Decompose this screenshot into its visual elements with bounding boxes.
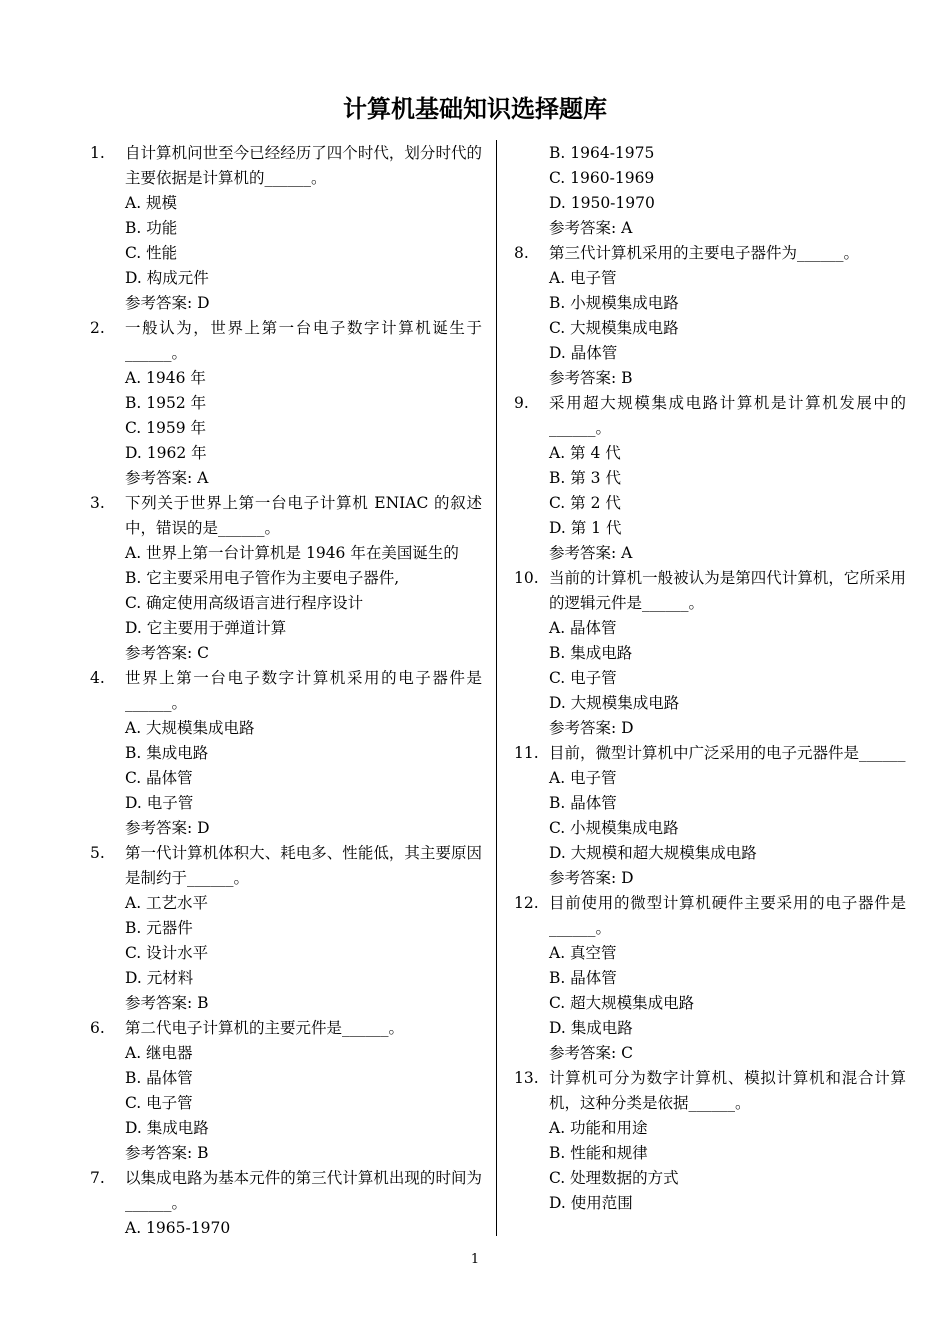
left-column: [90, 141, 482, 1241]
option-line: D. 构成元件: [125, 269, 209, 287]
option-line: C. 设计水平: [125, 944, 209, 962]
option-line: D. 晶体管: [549, 344, 618, 362]
option-line: B. 第 3 代: [549, 469, 621, 487]
answer-line: 参考答案: B: [549, 369, 633, 387]
option-line: D. 集成电路: [549, 1019, 633, 1037]
option-line: C. 晶体管: [125, 769, 193, 787]
question-text: 第二代电子计算机的主要元件是______。: [125, 1019, 405, 1037]
question-text: 目前使用的微型计算机硬件主要采用的电子器件是______。: [549, 894, 906, 937]
question-text: 第三代计算机采用的主要电子器件为______。: [549, 244, 860, 262]
option-line: D. 第 1 代: [549, 519, 622, 537]
option-line: B. 集成电路: [125, 744, 209, 762]
question-number: 7.: [90, 1169, 105, 1187]
question-number: 2.: [90, 319, 105, 337]
question: [514, 741, 906, 766]
option-line: D. 使用范围: [549, 1194, 633, 1212]
question-text: 采用超大规模集成电路计算机是计算机发展中的______。: [549, 394, 906, 437]
option-line: D. 电子管: [125, 794, 194, 812]
option-line: A. 第 4 代: [549, 444, 621, 462]
question: [90, 491, 482, 541]
question-number: 4.: [90, 669, 105, 687]
option-line: A. 大规模集成电路: [125, 719, 255, 737]
option-line: C. 电子管: [549, 669, 617, 687]
option-line: A. 电子管: [549, 269, 617, 287]
question: [90, 1166, 482, 1216]
question-text: 第一代计算机体积大、耗电多、性能低，其主要原因是制约于______。: [125, 844, 482, 887]
option-line: A. 世界上第一台计算机是 1946 年在美国诞生的: [125, 544, 459, 562]
option-line: C. 小规模集成电路: [549, 819, 679, 837]
question: [90, 1016, 482, 1041]
option-line: B. 元器件: [125, 919, 193, 937]
question-text: 下列关于世界上第一台电子计算机 ENIAC 的叙述中，错误的是______。: [125, 494, 482, 537]
option-line: A. 真空管: [549, 944, 617, 962]
option-line: B. 小规模集成电路: [549, 294, 679, 312]
option-line: A. 1965-1970: [125, 1219, 231, 1237]
question-number: 5.: [90, 844, 105, 862]
answer-line: 参考答案: D: [125, 819, 210, 837]
option-line: B. 功能: [125, 219, 178, 237]
question-number: 6.: [90, 1019, 105, 1037]
option-line: C. 确定使用高级语言进行程序设计: [125, 594, 364, 612]
question-text: 一般认为，世界上第一台电子数字计算机诞生于______。: [125, 319, 482, 362]
question: [90, 666, 482, 716]
question-number: 8.: [514, 244, 529, 262]
question-text: 目前，微型计算机中广泛采用的电子元器件是______: [549, 744, 906, 762]
answer-line: 参考答案: D: [549, 869, 634, 887]
option-line: A. 1946 年: [125, 369, 206, 387]
question: [90, 141, 482, 191]
answer-line: 参考答案: C: [125, 644, 210, 662]
option-line: B. 晶体管: [125, 1069, 193, 1087]
option-line: C. 电子管: [125, 1094, 193, 1112]
answer-line: 参考答案: A: [549, 219, 633, 237]
question-number: 13.: [514, 1069, 539, 1087]
question: [514, 241, 906, 266]
answer-line: 参考答案: B: [125, 1144, 209, 1162]
question: [514, 1066, 906, 1116]
question-text: 当前的计算机一般被认为是第四代计算机，它所采用的逻辑元件是______。: [549, 569, 906, 612]
question-number: 11.: [514, 744, 539, 762]
answer-line: 参考答案: A: [549, 544, 633, 562]
answer-line: 参考答案: D: [549, 719, 634, 737]
option-line: C. 1959 年: [125, 419, 207, 437]
answer-line: 参考答案: B: [125, 994, 209, 1012]
option-line: A. 晶体管: [549, 619, 617, 637]
option-line: C. 超大规模集成电路: [549, 994, 695, 1012]
question-text: 以集成电路为基本元件的第三代计算机出现的时间为______。: [125, 1169, 482, 1212]
option-line: A. 功能和用途: [549, 1119, 648, 1137]
right-column: [514, 141, 906, 1216]
option-line: C. 大规模集成电路: [549, 319, 679, 337]
option-line: A. 规模: [125, 194, 178, 212]
question-number: 9.: [514, 394, 529, 412]
option-line: B. 晶体管: [549, 969, 617, 987]
option-line: B. 集成电路: [549, 644, 633, 662]
answer-line: 参考答案: C: [549, 1044, 634, 1062]
question: [514, 566, 906, 616]
option-line: C. 1960-1969: [549, 169, 655, 187]
question-text: 世界上第一台电子数字计算机采用的电子器件是______。: [125, 669, 482, 712]
question-number: 10.: [514, 569, 539, 587]
option-line: C. 处理数据的方式: [549, 1169, 679, 1187]
option-line: D. 1950-1970: [549, 194, 655, 212]
option-line: D. 1962 年: [125, 444, 207, 462]
option-line: D. 大规模和超大规模集成电路: [549, 844, 757, 862]
question-number: 1.: [90, 144, 105, 162]
option-line: A. 继电器: [125, 1044, 193, 1062]
question-number: 12.: [514, 894, 539, 912]
answer-line: 参考答案: A: [125, 469, 209, 487]
question: [90, 841, 482, 891]
column-divider: [496, 140, 497, 1236]
option-line: B. 1952 年: [125, 394, 207, 412]
option-line: B. 1964-1975: [549, 144, 655, 162]
question: [90, 316, 482, 366]
option-line: C. 第 2 代: [549, 494, 621, 512]
question: [514, 391, 906, 441]
option-line: D. 元材料: [125, 969, 194, 987]
option-line: B. 它主要采用电子管作为主要电子器件,: [125, 569, 400, 587]
option-line: B. 性能和规律: [549, 1144, 648, 1162]
page-title: 计算机基础知识选择题库: [343, 95, 607, 123]
option-line: A. 电子管: [549, 769, 617, 787]
option-line: C. 性能: [125, 244, 178, 262]
page-number: 1: [470, 1252, 480, 1267]
option-line: D. 大规模集成电路: [549, 694, 680, 712]
question-number: 3.: [90, 494, 105, 512]
option-line: B. 晶体管: [549, 794, 617, 812]
option-line: D. 它主要用于弹道计算: [125, 619, 287, 637]
answer-line: 参考答案: D: [125, 294, 210, 312]
question-text: 自计算机问世至今已经经历了四个时代，划分时代的主要依据是计算机的______。: [125, 144, 482, 187]
question: [514, 891, 906, 941]
question-text: 计算机可分为数字计算机、模拟计算机和混合计算机，这种分类是依据______。: [549, 1069, 906, 1112]
option-line: A. 工艺水平: [125, 894, 209, 912]
option-line: D. 集成电路: [125, 1119, 209, 1137]
